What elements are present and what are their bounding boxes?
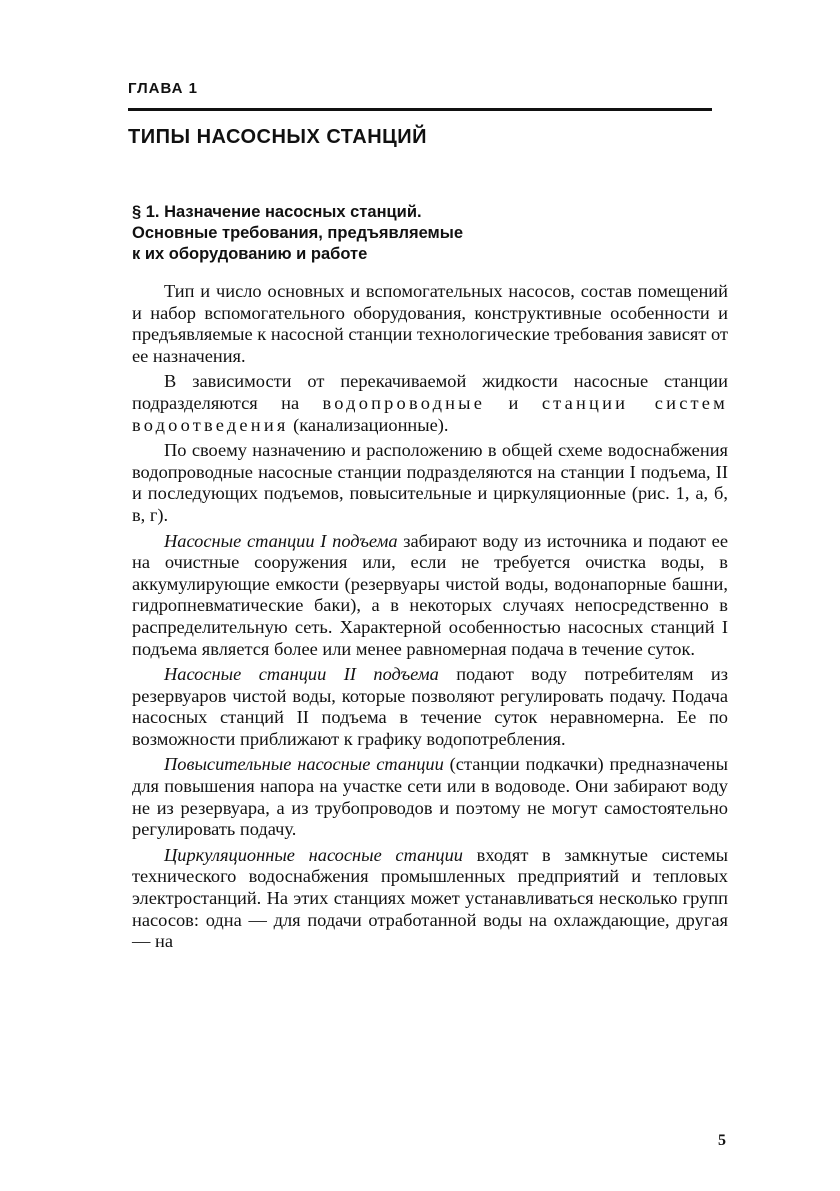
paragraph: Насосные станции II подъема подают воду потребителям из резервуаров чистой воды, которые позволяют регулировать подачу. Подача насосных станций II подъема в течение суток неравномерна. Ее по возможности приближают к графику водопотребления. [132, 664, 728, 749]
paragraph: По своему назначению и расположению в общей схеме водоснабжения водопроводные насосные станции подразделяются на станции I подъема, II и последующих подъемов, повысительные и циркуляционные (рис. 1, а, б, в, г). [132, 440, 728, 525]
chapter-label: ГЛАВА 1 [128, 80, 198, 97]
paragraph: В зависимости от перекачиваемой жидкости насосные станции подразделяются на водопроводные и станции систем водоотведения (канализационные). [132, 371, 728, 435]
body-text [132, 281, 728, 953]
paragraph: Насосные станции I подъема забирают воду из источника и подают ее на очистные сооружения или, если не требуется очистка воды, в аккумулирующие емкости (резервуары чистой воды, водонапорные башни, гидропневматические баки), а в некоторых случаях непосредственно в распределительную сеть. Характерной особенностью насосных станций I подъема является более или менее равномерная подача в течение суток. [132, 530, 728, 659]
page-number: 5 [718, 1132, 726, 1149]
spaced-term: водопроводные [322, 392, 486, 413]
section-heading [132, 202, 692, 265]
paragraph: Циркуляционные насосные станции входят в замкнутые системы технического водоснабжения промышленных предприятий и тепловых электростанций. На этих станциях может устанавливаться несколько групп насосов: одна — для подачи отработанной воды на охлаждающие, другая — на [132, 844, 728, 952]
italic-term: Насосные станции II подъема [164, 664, 439, 685]
italic-term: Насосные станции I подъема [164, 530, 398, 551]
chapter-title: ТИПЫ НАСОСНЫХ СТАНЦИЙ [128, 126, 428, 148]
section-heading-line: к их оборудованию и работе [132, 245, 368, 263]
paragraph: Повысительные насосные станции (станции подкачки) предназначены для повышения напора на участке сети или в водоводе. Они забирают воду не из резервуара, а из трубопроводов и поэтому не могут самостоятельно регулировать подачу. [132, 754, 728, 840]
section-heading-line: Основные требования, предъявляемые [132, 224, 464, 242]
paragraph: Тип и число основных и вспомогательных насосов, состав помещений и набор вспомогательного оборудования, конструктивные особенности и предъявляемые к насосной станции технологические требования зависят от ее назначения. [132, 281, 728, 366]
spaced-term: станции систем водоотведения [132, 392, 728, 435]
section-heading-line: § 1. Назначение насосных станций. [132, 203, 422, 221]
header-rule [128, 108, 712, 111]
italic-term: Циркуляционные насосные станции [164, 844, 463, 865]
italic-term: Повысительные насосные станции [164, 754, 444, 775]
